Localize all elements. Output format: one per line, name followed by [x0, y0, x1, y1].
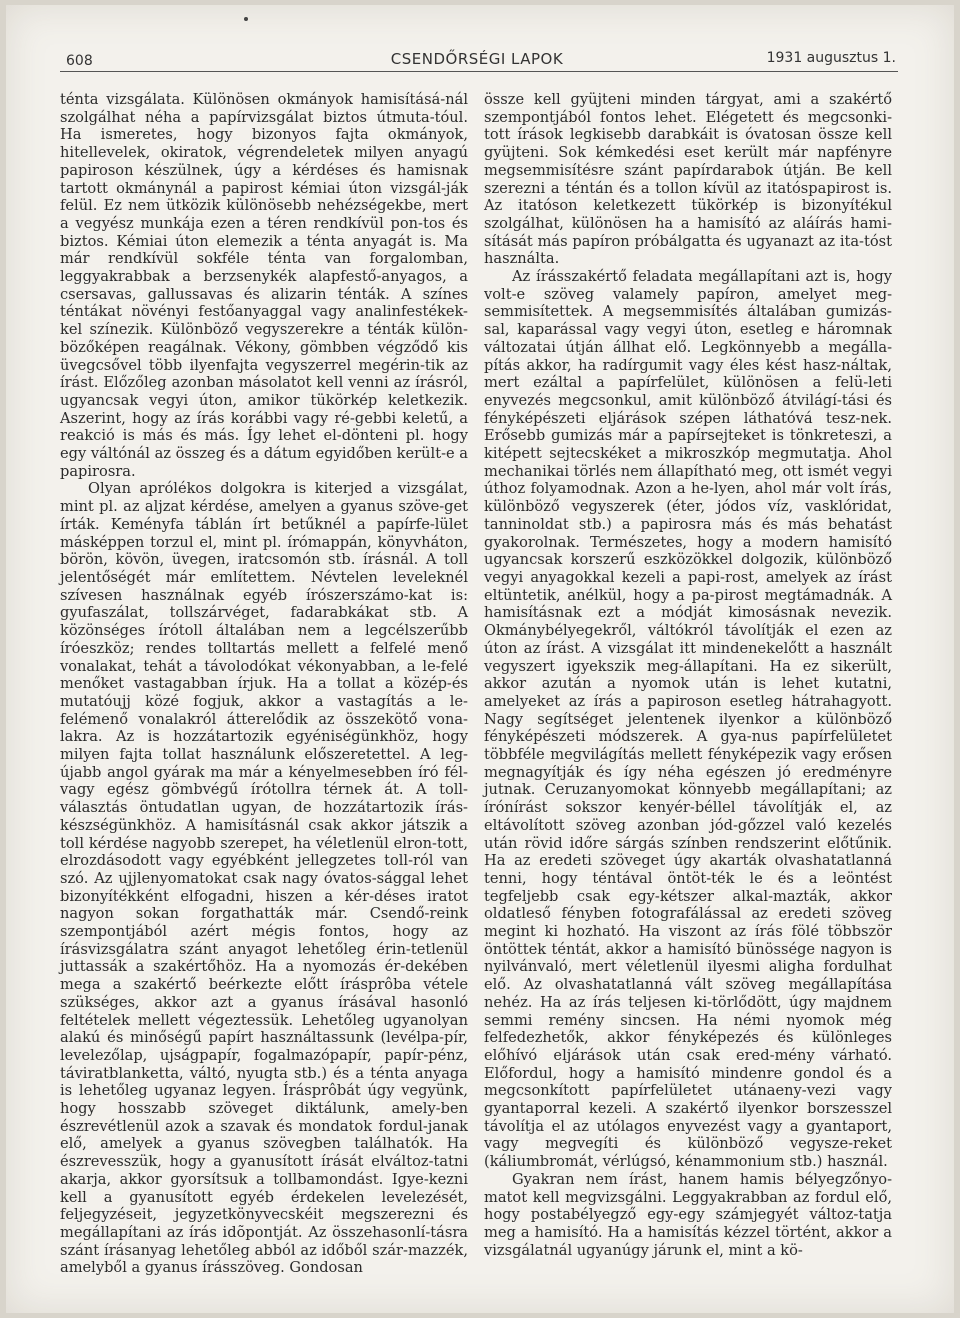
header-rule: [60, 71, 898, 72]
paragraph: Olyan aprólékos dolgokra is kiterjed a vizsgálat, mint pl. az aljzat kérdése, amelyen a gyanus szöve-get írták. Keményfa táblán írt betűknél a papírfe-lület másképpen torzul el, mint pl. írómappán, könyvháton, börön, kövön, üvegen, iratcsomón stb. írásnál. A toll jelentőségét már említettem. Névtelen leveleknél szívesen használnak egyéb írószerszámo-kat is: gyufaszálat, tollszárvéget, fadarabkákat stb. A közönséges írótoll általában nem a legcélszerűbb íróeszköz; rendes tolltartás mellett a felfelé menő vonalakat, tehát a távolodókat vékonyabban, a le-felé menőket vastagabban írjuk. Ha a tollat a közép-és mutatóujj közé fogjuk, akkor a vastagítás a le-felémenő vonalakról átterelődik az összekötő vona-lakra. Az is hozzátartozik egyéniségünkhöz, hogy milyen fajta tollat használunk előszeretettel. A leg-újabb angol gyárak ma már a kényelmesebben író fél- vagy egész gömbvégű írótollra térnek át. A toll-választás öntudatlan ugyan, de hozzátartozik írás-készségünkhöz. A hamisításnál csak akkor játszik a toll kérdése nagyobb szerepet, ha véletlenül elron-tott, elrozdásodott vagy egyébként jellegzetes toll-ról van szó. Az ujjlenyomatokat csak nagy óvatos-sággal lehet bizonyítékként elfogadni, hiszen a kér-déses iratot nagyon sokan forgathatták már. Csendő-reink szempontjából azért mégis fontos, hogy az írásvizsgálatra szánt anyagot lehetőleg érin-tetlenül juttassák a szakértőhöz. Ha a nyomozás ér-dekében mega a szakértő beérkezte előtt írásprôba vétele szükséges, akkor azt a gyanus írásával hasonló feltételek mellett végeztessük. Lehetőleg ugyanolyan alakú és minőségű papírt használtassunk (levélpa-pír, levelezőlap, ujságpapír, fogalmazópapír, papír-pénz, táviratblanketta, váltó, nyugta stb.) és a ténta anyaga is lehetőleg ugyanaz legyen. Írásprôbát úgy vegyünk, hogy hosszabb szöveget diktálunk, amely-ben észrevétlenül azok a szavak és mondatok fordul-janak elő, amelyek a gyanus szövegben találhatók. Ha észrevesszük, hogy a gyanusított írását elváltoz-tatni akarja, akkor gyorsítsuk a tollbamondást. Igye-kezni kell a gyanusított egyéb érdekelen levelezését, feljegyzéseit, jegyzetkönyvecskéit megszerezni és megállapítani az írás idõpontját. Az összehasonlí-tásra szánt írásanyag lehetőleg abból az időből szár-mazzék, amelyből a gyanus írásszöveg. Gondosan: [60, 480, 468, 1277]
page-number: 608: [66, 53, 93, 69]
issue-date: 1931 augusztus 1.: [766, 50, 896, 66]
scanned-page: [6, 5, 954, 1313]
paragraph: össze kell gyüjteni minden tárgyat, ami a szakértő szempontjából fontos lehet. Elégetett és megcsonki-tott írások legkisebb darabkáit is óvatosan össze kell gyüjteni. Sok kémkedési eset került már napfényre megsemmisítésre szánt papírdarabok útján. Be kell szerezni a téntán és a tollon kívül az itatóspapirost is. Az itatóson keletkezett tükörkép is bizonyítékul szolgálhat, különösen ha a hamisító az aláírás hami-sítását más papíron próbálgatta és ugyanazt az ita-tóst használta.: [484, 91, 892, 268]
right-column: [484, 91, 892, 1259]
left-column: [60, 91, 468, 1277]
running-header: [58, 45, 896, 73]
ink-speck: [244, 17, 248, 21]
paragraph: Az írásszakértő feladata megállapítani azt is, hogy volt-e szöveg valamely papíron, amelyet meg-semmisítettek. A megsemmisítés általában gumizás-sal, kaparással vagy vegyi úton, esetleg e háromnak változatai útján állhat elő. Legkönnyebb a megálla-pítás akkor, ha radírgumit vagy éles kést hasz-náltak, mert ezáltal a papírfelület, különösen a felü-leti enyvezés megcsonkul, amit különböző átvilágí-tási és fényképészeti eljárások szépen láthatóvá tesz-nek. Erősebb gumizás már a papírsejteket is tönkreteszi, a kitépett sejtecskéket a mikroszkóp megmutatja. Ahol mechanikai törlés nem állapítható meg, ott ismét vegyi úthoz folyamodnak. Azon a he-lyen, ahol már volt írás, különböző vegyszerek (éter, jódos víz, vasklóridat, tanninoldat stb.) a papirosra más és más behatást gyakorolnak. Természetes, hogy a modern hamisító ugyancsak korszerű eszközökkel dolgozik, különböző vegyi anyagokkal kezeli a papi-rost, amelyek az írást eltüntetik, anélkül, hogy a pa-pirost megtámadnák. A hamisításnak ezt a módját kimosásnak nevezik. Okmánybélyegekről, váltókról távolítják el ezen az úton az írást. A vizsgálat itt mindenekelőtt a használt vegyszert igyekszik meg-állapítani. Ha ez sikerült, akkor azután a nyomok után is lehet kutatni, amelyeket az írás a papiroson esetleg hátrahagyott. Nagy segítséget jelentenek ilyenkor a különböző fényképészeti módszerek. A gya-nus papírfelületet többféle megvilágítás mellett fényképezik vagy erősen megnagyítják és így néha egészen jó eredményre jutnak. Ceruzanyomokat könnyebb megállapítani; az írónírást sokszor kenyér-béllel távolítják el, az eltávolított szöveg azonban jód-gőzzel való kezelés után rövid időre sárgás színben rendszerint előtűnik. Ha az eredeti szöveget úgy akarták olvashatatlanná tenni, hogy téntával öntöt-ték le és a leöntést tegfeljebb csak egy-kétszer alkal-mazták, akkor oldatleső fényben fotografálással az eredeti szöveg megint ki hozható. Ha viszont az írás fölé többször öntöttek téntát, akkor a hamisító bünössége nagyon is nyilvánvaló, mert véletlenül ilyesmi aligha fordulhat elő. Az olvashatatlanná vált szöveg megállapítása nehéz. Ha az írás teljesen ki-törlődött, úgy majdnem semmi remény sincsen. Ha némi nyomok még felfedezhetők, akkor fényképezés és különleges előhívó eljárások után csak ered-mény várható. Előfordul, hogy a hamisító mindenre gondol és a megcsonkított papírfelületet utánaeny-vezi vagy gyantaporral kezeli. A szakértő ilyenkor borszesszel távolítja el az utólagos enyvezést vagy a gyantaport, vagy megvegíti és különböző vegysze-reket (káliumbromát, vérlúgsó, kénammonium stb.) használ.: [484, 268, 892, 1171]
journal-title: CSENDŐRSÉGI LAPOK: [390, 50, 564, 68]
paragraph: Gyakran nem írást, hanem hamis bélyegzőnyo-matot kell megvizsgálni. Leggyakrabban az fordul elő, hogy postabélyegző egy-egy számjegyét változ-tatja meg a hamisító. Ha a hamisítás kézzel történt, akkor a vizsgálatnál ugyanúgy járunk el, mint a kö-: [484, 1170, 892, 1259]
paragraph: ténta vizsgálata. Különösen okmányok hamisításá-nál szolgálhat néha a papírvizsgálat biztos útmuta-tóul. Ha ismeretes, hogy bizonyos fajta okmányok, hitellevelek, okiratok, végrendeletek milyen anyagú papiroson készülnek, úgy a kérdéses és hamisnak tartott okmánynál a papirost kémiai úton vizsgál-ják felül. Ez nem ütközik különösebb nehézségekbe, mert a vegyész munkája ezen a téren rendkívül pon-tos és biztos. Kémiai úton elemezik a ténta anyagát is. Ma már rendkívül sokféle ténta van forgalomban, leggyakrabbak a berzsenykék alapfestő-anyagos, a csersavas, gallussavas és alizarin ténták. A színes téntákat növényi festőanyaggal vagy analinfestékek-kel színezik. Különböző vegyszerekre a ténták külön-bözőképen reagálnak. Vékony, gömbben végződő kis üvegcsővel több ilyenfajta vegyszerrel megérin-tik az írást. Előzőleg azonban másolatot kell venni az írásról, ugyancsak vegyi úton, amikor tükörkép keletkezik. Aszerint, hogy az írás korábbi vagy ré-gebbi keletű, a reakció is más és más. Így lehet el-dönteni pl. hogy egy váltónál az összeg és a dátum egyidőben került-e a papirosra.: [60, 91, 468, 480]
